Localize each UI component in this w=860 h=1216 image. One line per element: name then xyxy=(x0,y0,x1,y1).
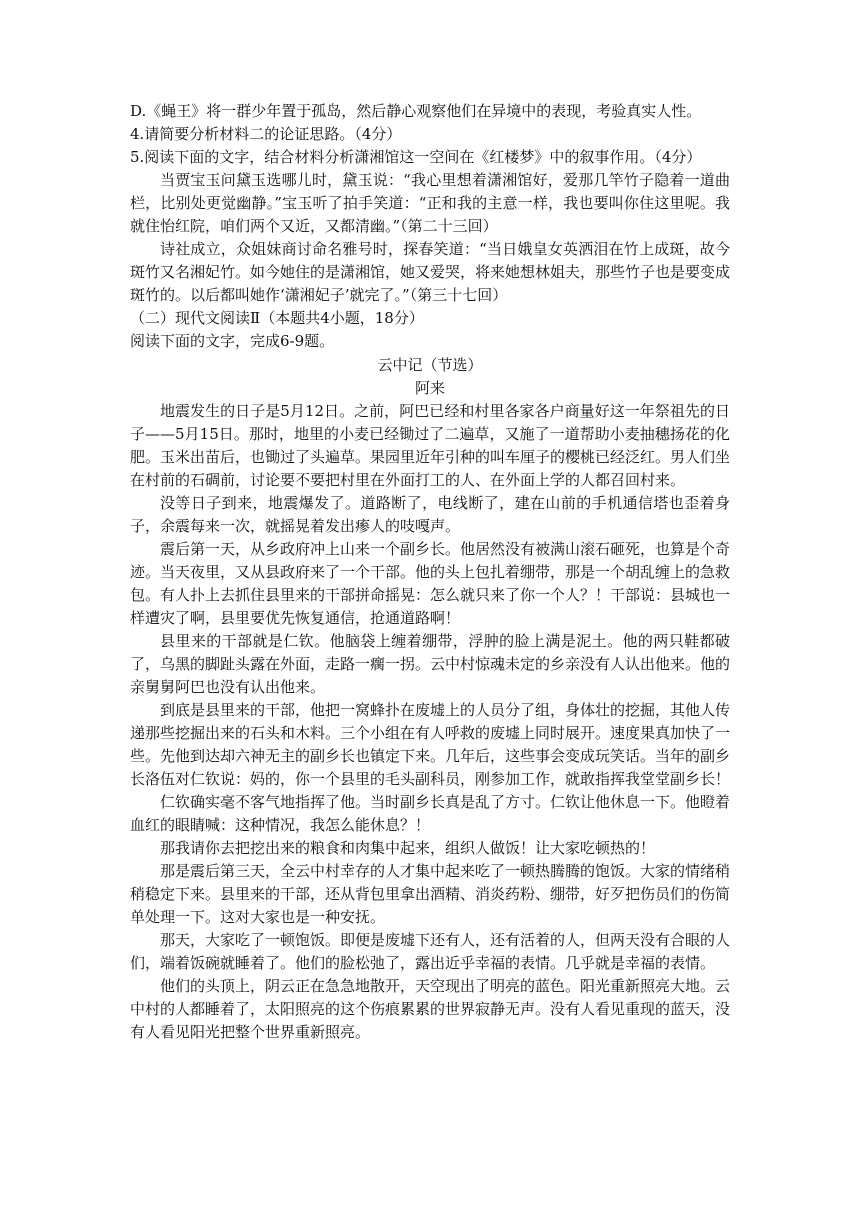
passage-paragraph: 他们的头顶上，阴云正在急急地散开，天空现出了明亮的蓝色。阳光重新照亮大地。云中村的人都睡着了，太阳照亮的这个伤痕累累的世界寂静无声。没有人看见重现的蓝天，没有人看见阳光把整个世界重新照亮。 xyxy=(130,977,731,1041)
section-heading: （二）现代文阅读Ⅱ（本题共4小题，18分） xyxy=(130,309,424,327)
passage-paragraph: 地震发生的日子是5月12日。之前，阿巴已经和村里各家各户商量好这一年祭祖先的日子——5月15日。那时，地里的小麦已经锄过了二遍草，又施了一道帮助小麦抽穗扬花的化肥。玉米出苗后，也锄过了头遍草。果园里近年引种的叫车厘子的樱桃已经泛红。男人们坐在村前的石碉前，讨论要不要把村里在外面打工的人、在外面上学的人都召回村来。 xyxy=(130,402,731,489)
passage-paragraph: 那我请你去把挖出来的粮食和肉集中起来，组织人做饭！让大家吃顿热的！ xyxy=(160,839,656,857)
passage-paragraph: 没等日子到来，地震爆发了。道路断了，电线断了，建在山前的手机通信塔也歪着身子，余震每来一次，就摇晃着发出瘆人的吱嘎声。 xyxy=(130,494,730,535)
document-page xyxy=(130,100,730,1044)
passage-paragraph: 县里来的干部就是仁钦。他脑袋上缠着绷带，浮肿的脸上满是泥土。他的两只鞋都破了，乌黑的脚趾头露在外面，走路一瘸一拐。云中村惊魂未定的乡亲没有人认出他来。他的亲舅舅阿巴也没有认出他来。 xyxy=(130,632,731,696)
passage-title: 云中记（节选） xyxy=(377,356,483,374)
passage-paragraph: 震后第一天，从乡政府冲上山来一个副乡长。他居然没有被满山滚石砸死，也算是个奇迹。当天夜里，又从县政府来了一个干部。他的头上包扎着绷带，那是一个胡乱缠上的急救包。有人扑上去抓住县里来的干部拼命摇晃：怎么就只来了你一个人？！干部说：县城也一样遭灾了啊，县里要优先恢复通信，抢通道路啊！ xyxy=(130,540,731,627)
question-5: 5.阅读下面的文字，结合材料分析潇湘馆这一空间在《红楼梦》中的叙事作用。（4分） xyxy=(130,148,702,166)
question-4: 4.请简要分析材料二的论证思路。（4分） xyxy=(130,125,402,143)
passage-paragraph: 到底是县里来的干部，他把一窝蜂扑在废墟上的人员分了组，身体壮的挖掘，其他人传递那些挖掘出来的石头和木料。三个小组在有人呼救的废墟上同时展开。速度果真加快了一些。先他到达却六神无主的副乡长也镇定下来。几年后，这些事会变成玩笑话。当年的副乡长洛伍对仁钦说：妈的，你一个县里的毛头副科员，刚参加工作，就敢指挥我堂堂副乡长！ xyxy=(130,701,731,788)
passage-paragraph: 仁钦确实毫不客气地指挥了他。当时副乡长真是乱了方寸。仁钦让他休息一下。他瞪着血红的眼睛喊：这种情况，我怎么能休息？！ xyxy=(130,793,731,834)
passage-paragraph: 那是震后第三天，全云中村幸存的人才集中起来吃了一顿热腾腾的饱饭。大家的情绪稍稍稳定下来。县里来的干部，还从背包里拿出酒精、消炎药粉、绷带，好歹把伤员们的伤简单处理一下。这对大家也是一种安抚。 xyxy=(130,862,731,926)
quote-paragraph-2: 诗社成立，众姐妹商讨命名雅号时，探春笑道：“当日娥皇女英洒泪在竹上成斑，故今斑竹又名湘妃竹。如今她住的是潇湘馆，她又爱哭，将来她想林姐夫，那些竹子也是要变成斑竹的。以后都叫她作‘潇湘妃子’就完了。”（第三十七回） xyxy=(130,240,731,304)
quote-paragraph-1: 当贾宝玉问黛玉选哪儿时，黛玉说：“我心里想着潇湘馆好，爱那几竿竹子隐着一道曲栏，比别处更觉幽静。”宝玉听了拍手笑道：“正和我的主意一样，我也要叫你住这里呢。我就住怡红院，咱们两个又近，又都清幽。”（第二十三回） xyxy=(130,171,730,235)
reading-instruction: 阅读下面的文字，完成6-9题。 xyxy=(130,332,335,350)
passage-paragraph: 那天，大家吃了一顿饱饭。即便是废墟下还有人，还有活着的人，但两天没有合眼的人们，端着饭碗就睡着了。他们的脸松弛了，露出近乎幸福的表情。几乎就是幸福的表情。 xyxy=(130,931,731,972)
option-d: D.《蝇王》将一群少年置于孤岛，然后静心观察他们在异境中的表现，考验真实人性。 xyxy=(130,102,702,120)
passage-author: 阿来 xyxy=(414,379,445,397)
